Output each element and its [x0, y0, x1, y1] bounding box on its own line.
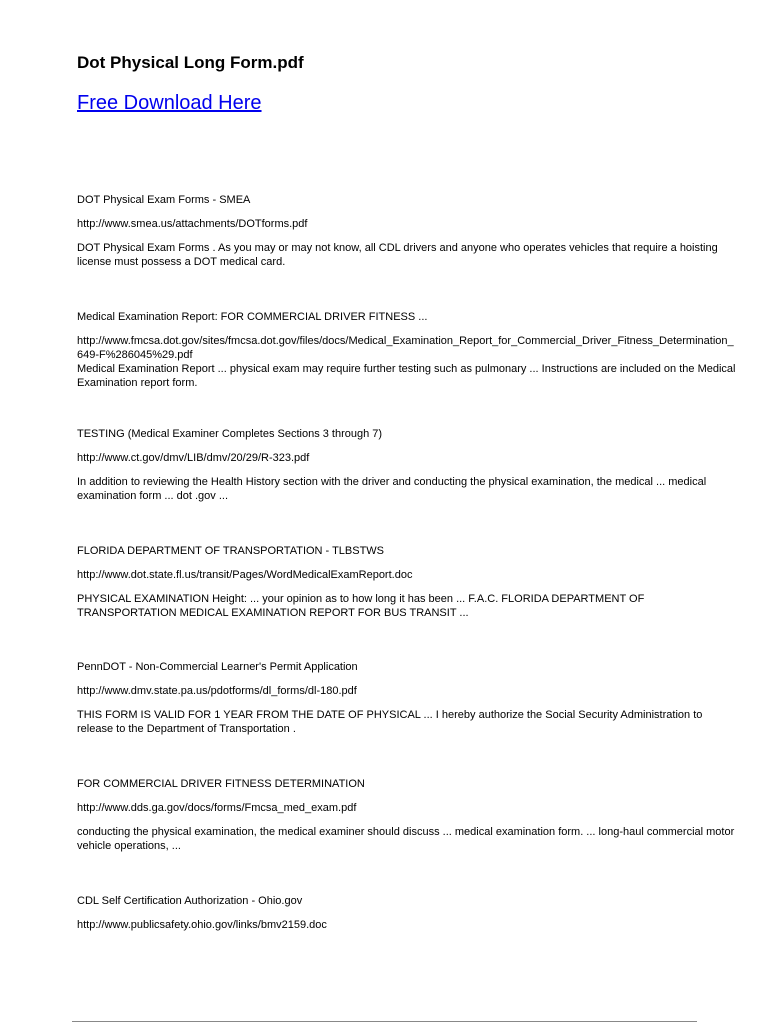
entry-description: Medical Examination Report ... physical exam may require further testing such as pulmonary ... Instructions are included on the Medical Examination report form.	[77, 363, 736, 389]
entry-url[interactable]: http://www.publicsafety.ohio.gov/links/bmv2159.doc	[77, 919, 327, 931]
entry-url[interactable]: http://www.ct.gov/dmv/LIB/dmv/20/29/R-323.pdf	[77, 452, 310, 464]
entry-heading: PennDOT - Non-Commercial Learner's Permit Application	[77, 661, 358, 673]
free-download-link[interactable]: Free Download Here	[77, 92, 262, 114]
entry-description: conducting the physical examination, the medical examiner should discuss ... medical examination form. ... long-haul commercial motor vehicle operations, ...	[77, 826, 735, 852]
entry-heading: Medical Examination Report: FOR COMMERCIAL DRIVER FITNESS ...	[77, 311, 428, 323]
result-entry	[77, 544, 737, 620]
entry-url[interactable]: http://www.smea.us/attachments/DOTforms.pdf	[77, 218, 308, 230]
footer-divider	[72, 1021, 697, 1022]
entry-url[interactable]: http://www.fmcsa.dot.gov/sites/fmcsa.dot.gov/files/docs/Medical_Examination_Report_for_Commercial_Driver_Fitness_Determination_649-F%286045%29.pdf	[77, 335, 734, 361]
entry-heading: CDL Self Certification Authorization - Ohio.gov	[77, 895, 303, 907]
document-title: Dot Physical Long Form.pdf	[77, 53, 304, 72]
entry-description: PHYSICAL EXAMINATION Height: ... your opinion as to how long it has been ... F.A.C. FLORIDA DEPARTMENT OF TRANSPORTATION MEDICAL EXAMINATION REPORT FOR BUS TRANSIT ...	[77, 593, 645, 619]
entry-heading: FLORIDA DEPARTMENT OF TRANSPORTATION - TLBSTWS	[77, 545, 385, 557]
result-entry	[77, 310, 737, 390]
result-entry	[77, 777, 737, 853]
result-entry	[77, 427, 737, 503]
entry-description: DOT Physical Exam Forms . As you may or may not know, all CDL drivers and anyone who operates vehicles that require a hoisting license must possess a DOT medical card.	[77, 242, 718, 268]
entry-heading: DOT Physical Exam Forms - SMEA	[77, 194, 251, 206]
entry-url[interactable]: http://www.dot.state.fl.us/transit/Pages/WordMedicalExamReport.doc	[77, 569, 413, 581]
result-entry	[77, 894, 737, 932]
entry-description: THIS FORM IS VALID FOR 1 YEAR FROM THE DATE OF PHYSICAL ... I hereby authorize the Social Security Administration to release to the Department of Transportation .	[77, 709, 703, 735]
entry-heading: FOR COMMERCIAL DRIVER FITNESS DETERMINATION	[77, 778, 365, 790]
entry-heading: TESTING (Medical Examiner Completes Sections 3 through 7)	[77, 428, 383, 440]
entry-url[interactable]: http://www.dmv.state.pa.us/pdotforms/dl_forms/dl-180.pdf	[77, 685, 357, 697]
result-entry	[77, 660, 737, 736]
entry-description: In addition to reviewing the Health History section with the driver and conducting the physical examination, the medical ... medical examination form ... dot .gov ...	[77, 476, 707, 502]
entry-url[interactable]: http://www.dds.ga.gov/docs/forms/Fmcsa_med_exam.pdf	[77, 802, 357, 814]
result-entry	[77, 193, 737, 269]
